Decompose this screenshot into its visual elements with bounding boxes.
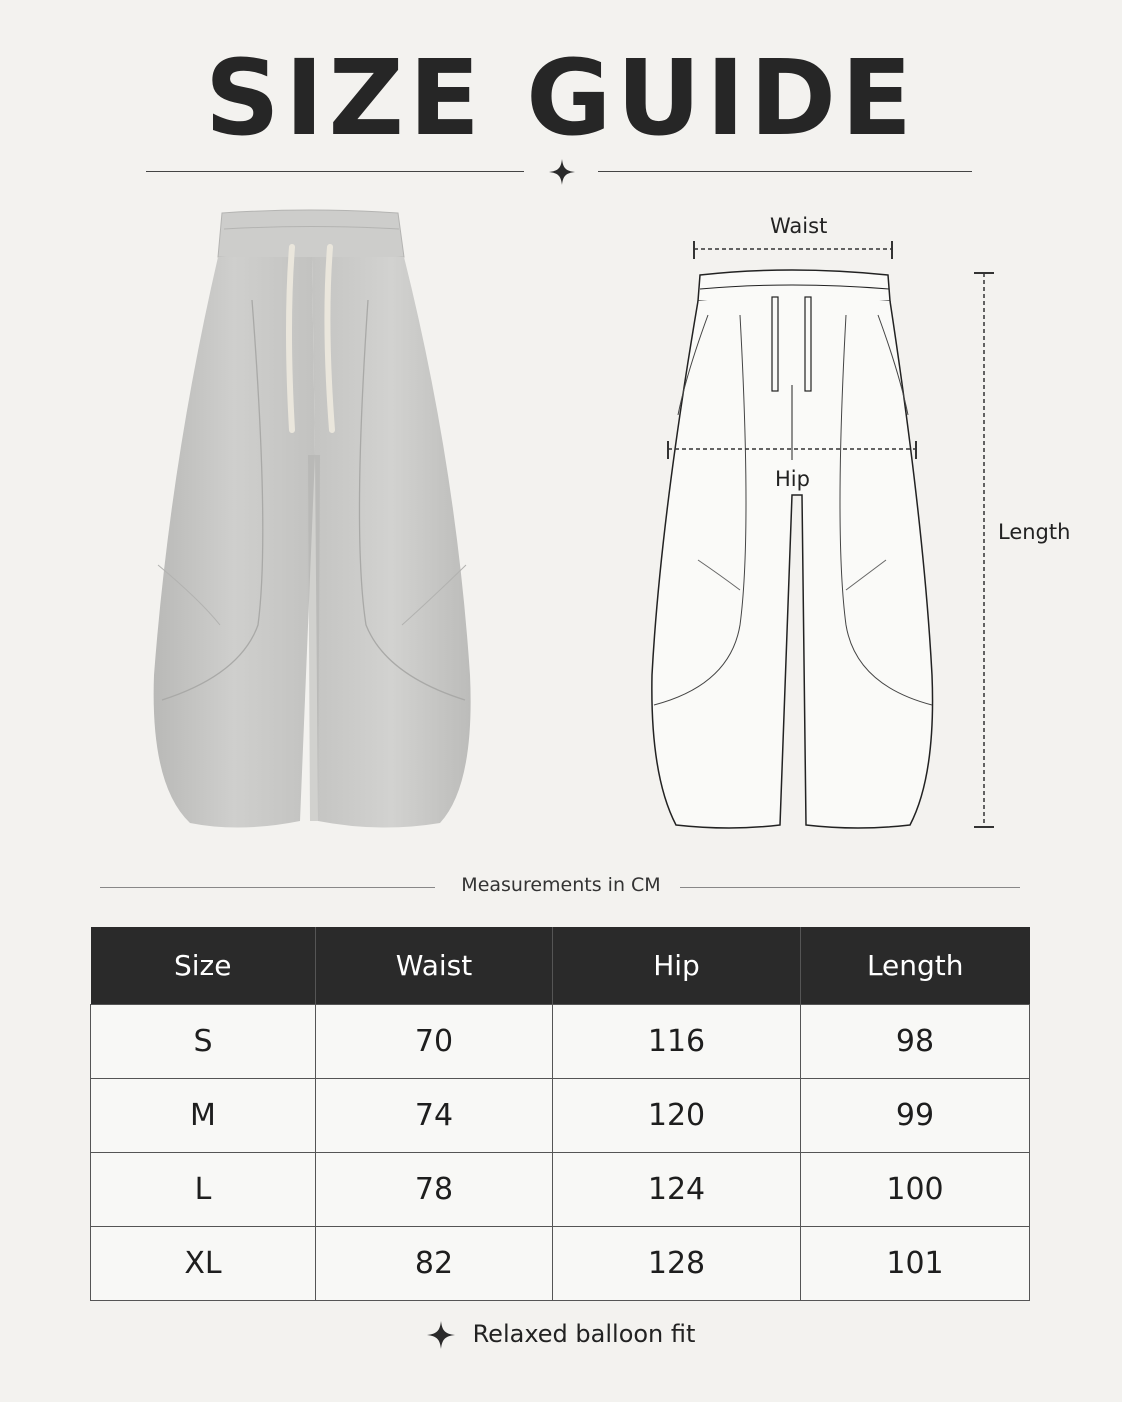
cell-hip: 128 [553,1227,801,1301]
cell-length: 98 [801,1005,1030,1079]
cell-size: M [91,1079,316,1153]
header-hip: Hip [553,927,801,1005]
sparkle-icon [427,1321,455,1349]
cell-size: S [91,1005,316,1079]
cell-hip: 116 [553,1005,801,1079]
cell-length: 101 [801,1227,1030,1301]
cell-waist: 82 [316,1227,553,1301]
cell-size: L [91,1153,316,1227]
table-header-row [91,927,1030,1005]
header-waist: Waist [316,927,553,1005]
cell-waist: 70 [316,1005,553,1079]
cell-waist: 74 [316,1079,553,1153]
cell-hip: 124 [553,1153,801,1227]
title-divider-left [146,171,524,172]
cell-length: 100 [801,1153,1030,1227]
cell-length: 99 [801,1079,1030,1153]
footnote [0,1320,1122,1349]
hip-label: Hip [775,467,810,491]
table-row [91,1227,1030,1301]
product-photo [140,205,485,845]
table-row [91,1005,1030,1079]
cell-waist: 78 [316,1153,553,1227]
header-length: Length [801,927,1030,1005]
measurement-diagram [640,205,1060,845]
page-title: SIZE GUIDE [204,37,918,159]
table-row [91,1079,1030,1153]
length-label: Length [998,520,1071,544]
sparkle-icon [549,159,575,185]
waist-label: Waist [770,214,828,238]
measurement-note-row [0,874,1122,896]
header-size: Size [91,927,316,1005]
table-row [91,1153,1030,1227]
footnote-text: Relaxed balloon fit [472,1320,696,1348]
size-table [90,927,1030,1301]
cell-size: XL [91,1227,316,1301]
title-divider-right [598,171,972,172]
cell-hip: 120 [553,1079,801,1153]
measurement-note: Measurements in CM [447,874,674,896]
